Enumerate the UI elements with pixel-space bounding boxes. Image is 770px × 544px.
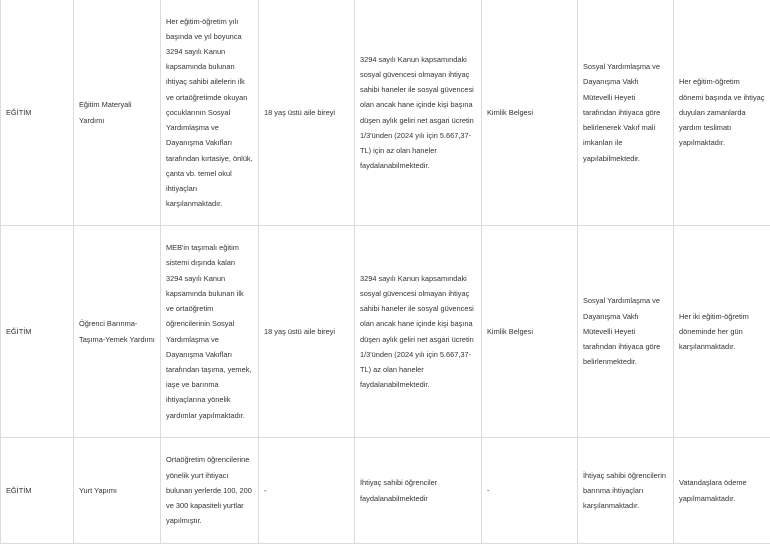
table-row (1, 438, 770, 544)
category-cell: EĞİTİM (1, 438, 74, 544)
period-cell: Her iki eğitim-öğretim döneminde her gün karşılanmaktadır. (674, 226, 770, 438)
eligibility-cell: - (259, 438, 355, 544)
eligibility-cell: 18 yaş üstü aile bireyi (259, 0, 355, 226)
category-cell: EĞİTİM (1, 226, 74, 438)
criteria-cell: İhtiyaç sahibi öğrenciler faydalanabilmektedir (355, 438, 482, 544)
period-cell: Vatandaşlara ödeme yapılmamaktadır. (674, 438, 770, 544)
documents-cell: Kimlik Belgesi (482, 0, 578, 226)
aid-name-cell: Öğrenci Barınma-Taşıma-Yemek Yardımı (74, 226, 161, 438)
aid-name-cell: Eğitim Materyali Yardımı (74, 0, 161, 226)
category-cell: EĞİTİM (1, 0, 74, 226)
description-cell: Ortaöğretim öğrencilerine yönelik yurt ihtiyacı bulunan yerlerde 100, 200 ve 300 kapasiteli yurtlar yapılmıştır. (161, 438, 259, 544)
criteria-cell: 3294 sayılı Kanun kapsamındaki sosyal güvencesi olmayan ihtiyaç sahibi haneler ile sosyal güvencesi olan ancak hane içinde kişi başına düşen aylık geliri net asgari ücretin 1/3'ünden (2024 yılı için 5.667,37-TL) için az olan haneler faydalanabilmektedir. (355, 0, 482, 226)
amount-cell: İhtiyaç sahibi öğrencilerin barınma ihtiyaçları karşılanmaktadır. (578, 438, 674, 544)
description-cell: MEB'in taşımalı eğitim sistemi dışında kalan 3294 sayılı Kanun kapsamında bulunan ilk ve ortaöğretim öğrencilerinin Sosyal Yardımlaşma ve Dayanışma Vakıfları tarafından taşıma, yemek, iaşe ve barınma ihtiyaçlarına yönelik yardımlar yapılmaktadır. (161, 226, 259, 438)
documents-cell: Kimlik Belgesi (482, 226, 578, 438)
period-cell: Her eğitim-öğretim dönemi başında ve ihtiyaç duyulan zamanlarda yardım teslimatı yapılmaktadır. (674, 0, 770, 226)
amount-cell: Sosyal Yardımlaşma ve Dayanışma Vakfı Mütevelli Heyeti tarafından ihtiyaca göre belirlenerek Vakıf mali imkanları ile yapılabilmektedir. (578, 0, 674, 226)
table-row (1, 0, 770, 226)
table-row (1, 226, 770, 438)
amount-cell: Sosyal Yardımlaşma ve Dayanışma Vakfı Mütevelli Heyeti tarafından ihtiyaca göre belirlenmektedir. (578, 226, 674, 438)
eligibility-cell: 18 yaş üstü aile bireyi (259, 226, 355, 438)
documents-cell: - (482, 438, 578, 544)
description-cell: Her eğitim-öğretim yılı başında ve yıl boyunca 3294 sayılı Kanun kapsamında bulunan ihtiyaç sahibi ailelerin ilk ve ortaöğretimde okuyan çocuklarının Sosyal Yardımlaşma ve Dayanışma Vakıfları tarafından kırtasiye, önlük, çanta vb. temel okul ihtiyaçları karşılanmaktadır. (161, 0, 259, 226)
criteria-cell: 3294 sayılı Kanun kapsamındaki sosyal güvencesi olmayan ihtiyaç sahibi haneler ile sosyal güvencesi olan ancak hane içinde kişi başına düşen aylık geliri net asgari ücretin 1/3'ünden (2024 yılı için 5.667,37-TL) az olan haneler faydalanabilmektedir. (355, 226, 482, 438)
aid-name-cell: Yurt Yapımı (74, 438, 161, 544)
